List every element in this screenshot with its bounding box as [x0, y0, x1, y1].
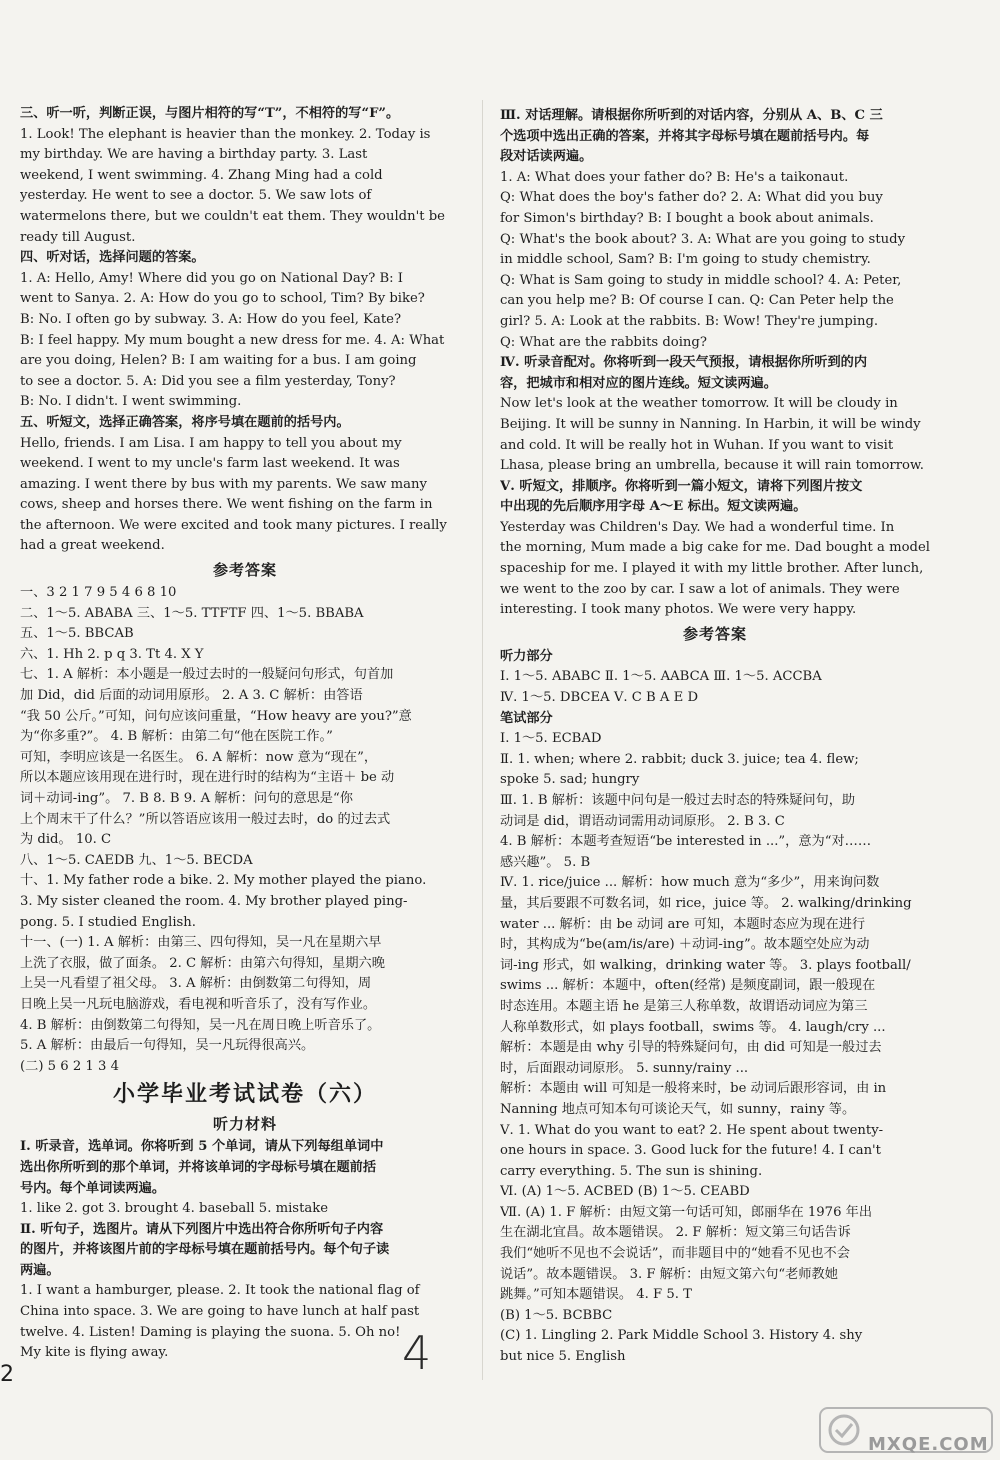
text-line: 七、1. A 解析：本小题是一般过去时的一般疑问句形式，句首加 — [20, 667, 394, 683]
text-line: 时，其构成为“be(am/is/are) ＋动词-ing”。故本题空处应为动 — [500, 937, 870, 953]
text-line: Q: What is Sam going to study in middle school? 4. A: Peter, — [500, 272, 902, 288]
text-line: but nice 5. English — [500, 1349, 626, 1365]
text-line: (B) 1～5. BCBBC — [500, 1307, 613, 1323]
text-line: Ⅰ. 1～5. ABABC Ⅱ. 1～5. AABCA Ⅲ. 1～5. ACCBA — [500, 669, 822, 685]
text-line: the afternoon. We were excited and took many pictures. I really — [20, 517, 447, 533]
text-line: 为“你多重?”。 4. B 解析：由第二句“他在医院工作。” — [20, 729, 333, 745]
text-line: we went to the zoo by car. I saw a lot of animals. They were — [500, 581, 900, 597]
question-instruction: Ⅲ. 对话理解。请根据你所听到的对话内容，分别从 A、B、C 三 — [500, 108, 883, 123]
text-line: 所以本题应该用现在进行时，现在进行时的结构为“主语＋ be 动 — [20, 770, 395, 786]
text-line: B: No. I often go by subway. 3. A: How do you feel, Kate? — [20, 311, 402, 327]
text-line: can you help me? B: Of course I can. Q: Can Peter help the — [500, 293, 894, 309]
text-line: 二、1～5. ABABA 三、1～5. TTFTF 四、1～5. BBABA — [20, 605, 364, 621]
text-line: for Simon's birthday? B: I bought a book about animals. — [500, 210, 874, 226]
text-line: Ⅱ. 1. when; where 2. rabbit; duck 3. juice; tea 4. flew; — [500, 751, 859, 767]
text-line: My kite is flying away. — [20, 1345, 169, 1361]
question-instruction: 笔试部分 — [500, 710, 553, 726]
text-line: the morning, Mum made a big cake for me. Dad bought a model — [500, 540, 930, 556]
left-column — [20, 104, 470, 1364]
text-line: one hours in space. 3. Good luck for the future! 4. I can't — [500, 1143, 881, 1159]
text-line: Ⅳ. 1. rice/juice ... 解析：how much 意为“多少”，用来询问数 — [500, 875, 880, 891]
text-line: 1. A: Hello, Amy! Where did you go on National Day? B: I — [20, 270, 403, 286]
text-line: had a great weekend. — [20, 538, 165, 554]
text-line: in middle school, Sam? B: I'm going to study chemistry. — [500, 252, 871, 268]
text-line: 一、3 2 1 7 9 5 4 6 8 10 — [20, 585, 177, 601]
text-line: B: I feel happy. My mum bought a new dress for me. 4. A: What — [20, 332, 445, 348]
text-line: 十一、(一) 1. A 解析：由第三、四句得知，吴一凡在星期六早 — [20, 935, 382, 951]
text-line: Ⅳ. 1～5. DBCEA Ⅴ. C B A E D — [500, 690, 699, 706]
text-line: to see a doctor. 5. A: Did you see a film yesterday, Tony? — [20, 373, 396, 389]
text-line: 为 did。 10. C — [20, 832, 112, 848]
text-line: 感兴趣”。 5. B — [500, 854, 591, 870]
text-line: Q: What's the book about? 3. A: What are you going to study — [500, 231, 906, 247]
text-line: 4. B 解析：本题考查短语“be interested in ...”，意为“对…… — [500, 834, 872, 850]
text-line: twelve. 4. Listen! Daming is playing the suona. 5. Oh no! — [20, 1324, 401, 1340]
text-line: are you doing, Helen? B: I am waiting for a bus. I am going — [20, 353, 417, 369]
text-line: 5. A 解析：由最后一句得知，吴一凡玩得很高兴。 — [20, 1038, 315, 1054]
watermark-text: MXQE.COM — [868, 1434, 989, 1455]
question-instruction: 段对话读两遍。 — [500, 149, 593, 165]
text-line: cows, sheep and horses there. We went fishing on the farm in — [20, 497, 433, 513]
text-line: went to Sanya. 2. A: How do you go to school, Tim? By bike? — [20, 291, 425, 307]
text-line: watermelons there, but we couldn't eat them. They wouldn't be — [20, 208, 445, 224]
text-line: Ⅰ. 1～5. ECBAD — [500, 731, 602, 747]
text-line: 八、1～5. CAEDB 九、1～5. BECDA — [20, 852, 253, 868]
question-instruction: 两遍。 — [20, 1262, 60, 1278]
text-line: 解析：本题由 will 可知是一般将来时，be 动词后跟形容词，由 in — [500, 1081, 887, 1097]
question-instruction: 的图片，并将该图片前的字母标号填在题前括号内。每个句子读 — [20, 1242, 390, 1258]
section-heading: 参考答案 — [212, 561, 277, 580]
text-line: 跳舞。”可知本题错误。 4. F 5. T — [500, 1287, 692, 1303]
text-line: China into space. 3. We are going to have lunch at half past — [20, 1304, 420, 1320]
text-line: 说话”。故本题错误。 3. F 解析：由短文第六句“老师教她 — [500, 1266, 838, 1282]
text-line: carry everything. 5. The sun is shining. — [500, 1163, 763, 1179]
text-line: 上洗了衣服，做了面条。 2. C 解析：由第六句得知，星期六晚 — [20, 955, 385, 971]
text-line: 加 Did，did 后面的动词用原形。 2. A 3. C 解析：由答语 — [20, 688, 363, 704]
text-line: spaceship for me. I played it with my little brother. After lunch, — [500, 561, 924, 577]
page-number: 2 — [0, 1362, 14, 1387]
text-line: 量，其后要跟不可数名词，如 rice，juice 等。 2. walking/drinking — [500, 895, 912, 911]
text-line: (二) 5 6 2 1 3 4 — [20, 1058, 119, 1074]
text-line: my birthday. We are having a birthday party. 3. Last — [20, 147, 368, 163]
section-heading: 参考答案 — [682, 624, 747, 643]
text-line: Q: What are the rabbits doing? — [500, 334, 707, 350]
right-column — [500, 106, 930, 1368]
text-line: Ⅶ. (A) 1. F 解析：由短文第一句话可知，郎丽华在 1976 年出 — [500, 1204, 873, 1220]
question-instruction: 中出现的先后顺序用字母 A～E 标出。短文读两遍。 — [500, 499, 807, 515]
text-line: Nanning 地点可知本句可谈论天气，如 sunny，rainy 等。 — [500, 1101, 856, 1117]
text-line: girl? 5. A: Look at the rabbits. B: Wow! They're jumping. — [500, 313, 879, 329]
text-line: 生在湖北宜昌。故本题错误。 2. F 解析：短文第三句话告诉 — [500, 1225, 851, 1241]
text-line: 时，后面跟动词原形。 5. sunny/rainy ... — [500, 1060, 749, 1076]
text-line: 五、1～5. BBCAB — [20, 626, 134, 642]
text-line: 上吴一凡看望了祖父母。 3. A 解析：由倒数第二句得知，周 — [20, 976, 372, 992]
text-line: weekend, I went swimming. 4. Zhang Ming had a cold — [20, 167, 383, 183]
question-instruction: 选出你所听到的那个单词，并将该单词的字母标号填在题前括 — [20, 1159, 377, 1175]
text-line: Yesterday was Children's Day. We had a wonderful time. In — [500, 519, 895, 535]
text-line: 解析：本题是由 why 引导的特殊疑问句，由 did 可知是一般过去 — [500, 1040, 882, 1056]
text-line: 4. B 解析：由倒数第二句得知，吴一凡在周日晚上听音乐了。 — [20, 1017, 381, 1033]
text-line: interesting. I took many photos. We were very happy. — [500, 602, 857, 618]
text-line: Ⅴ. 1. What do you want to eat? 2. He spent about twenty- — [500, 1122, 884, 1138]
text-line: Ⅵ. (A) 1～5. ACBED (B) 1～5. CEABD — [500, 1184, 750, 1200]
text-line: B: No. I didn't. I went swimming. — [20, 394, 242, 410]
text-line: Now let's look at the weather tomorrow. It will be cloudy in — [500, 396, 898, 412]
text-line: amazing. I went there by bus with my parents. We saw many — [20, 476, 427, 492]
question-instruction: 五、听短文，选择正确答案，将序号填在题前的括号内。 — [20, 414, 350, 430]
text-line: Q: What does the boy's father do? 2. A: What did you buy — [500, 190, 883, 206]
text-line: 3. My sister cleaned the room. 4. My brother played ping- — [20, 893, 408, 909]
text-line: 我们“她听不见也不会说话”，而非题目中的“她看不见也不会 — [500, 1246, 850, 1262]
text-line: and cold. It will be really hot in Wuhan. If you want to visit — [500, 437, 894, 453]
question-instruction: 个选项中选出正确的答案，并将其字母标号填在题前括号内。每 — [500, 128, 870, 144]
column-divider — [482, 100, 483, 1380]
question-instruction: 四、听对话，选择问题的答案。 — [20, 250, 205, 266]
text-line: 1. A: What does your father do? B: He's a taikonaut. — [500, 169, 849, 185]
text-line: 上个周末干了什么？”所以答语应该用一般过去时，do 的过去式 — [20, 811, 391, 827]
section-heading: 听力材料 — [212, 1115, 277, 1134]
text-line: 1. I want a hamburger, please. 2. It took the national flag of — [20, 1283, 420, 1299]
text-line: Lhasa, please bring an umbrella, because it will rain tomorrow. — [500, 458, 924, 474]
text-line: Hello, friends. I am Lisa. I am happy to tell you about my — [20, 435, 402, 451]
question-instruction: 听力部分 — [500, 648, 553, 664]
question-instruction: Ⅱ. 听句子，选图片。请从下列图片中选出符合你所听句子内容 — [20, 1221, 384, 1237]
text-line: 时态连用。本题主语 he 是第三人称单数，故谓语动词应为第三 — [500, 998, 868, 1014]
question-instruction: 三、听一听，判断正误，与图片相符的写“T”，不相符的写“F”。 — [20, 106, 400, 121]
text-line: 可知，李明应该是一名医生。 6. A 解析：now 意为“现在”， — [20, 749, 378, 765]
text-line: 人称单数形式，如 plays football，swims 等。 4. laugh/cry ... — [500, 1019, 886, 1035]
text-line: 1. like 2. got 3. brought 4. baseball 5. mistake — [20, 1201, 329, 1217]
text-line: “我 50 公斤。”可知，问句应该问重量，“How heavy are you?”意 — [20, 708, 412, 724]
question-instruction: 号内。每个单词读两遍。 — [20, 1180, 166, 1196]
text-line: 词-ing 形式，如 walking，drinking water 等。 3. plays football/ — [500, 957, 911, 973]
text-line: 动词是 did，谓语动词需用动词原形。 2. B 3. C — [500, 813, 785, 829]
text-line: spoke 5. sad; hungry — [500, 772, 640, 788]
text-line: swims ... 解析：本题中，often(经常) 是频度副词，跟一般现在 — [500, 978, 876, 994]
text-line: Beijing. It will be sunny in Nanning. In Harbin, it will be windy — [500, 416, 921, 432]
text-line: yesterday. He went to see a doctor. 5. We saw lots of — [20, 188, 372, 204]
text-line: (C) 1. Lingling 2. Park Middle School 3. History 4. shy — [500, 1328, 863, 1344]
text-line: 词＋动词-ing”。 7. B 8. B 9. A 解析：问句的意思是“你 — [20, 791, 353, 806]
text-line: 日晚上吴一凡玩电脑游戏，看电视和听音乐了，没有写作业。 — [20, 996, 377, 1012]
text-line: ready till August. — [20, 229, 136, 245]
text-line: 1. Look! The elephant is heavier than the monkey. 2. Today is — [20, 126, 431, 142]
text-line: water ... 解析：由 be 动词 are 可知，本题时态应为现在进行 — [500, 916, 866, 932]
handwritten-mark: 4 — [402, 1326, 432, 1380]
question-instruction: Ⅴ. 听短文，排顺序。你将听到一篇小短文，请将下列图片按文 — [500, 478, 863, 494]
question-instruction: Ⅰ. 听录音，选单词。你将听到 5 个单词，请从下列每组单词中 — [20, 1139, 384, 1155]
question-instruction: 容，把城市和相对应的图片连线。短文读两遍。 — [500, 375, 777, 391]
text-line: Ⅲ. 1. B 解析：该题中问句是一般过去时态的特殊疑问句，助 — [500, 793, 856, 808]
section-heading: 小学毕业考试试卷（六） — [112, 1081, 377, 1108]
text-line: 十、1. My father rode a bike. 2. My mother played the piano. — [20, 873, 427, 889]
question-instruction: Ⅳ. 听录音配对。你将听到一段天气预报，请根据你所听到的内 — [500, 355, 868, 371]
text-line: weekend. I went to my uncle's farm last weekend. It was — [20, 456, 400, 472]
text-line: pong. 5. I studied English. — [20, 914, 196, 930]
text-line: 六、1. Hh 2. p q 3. Tt 4. X Y — [20, 646, 204, 662]
